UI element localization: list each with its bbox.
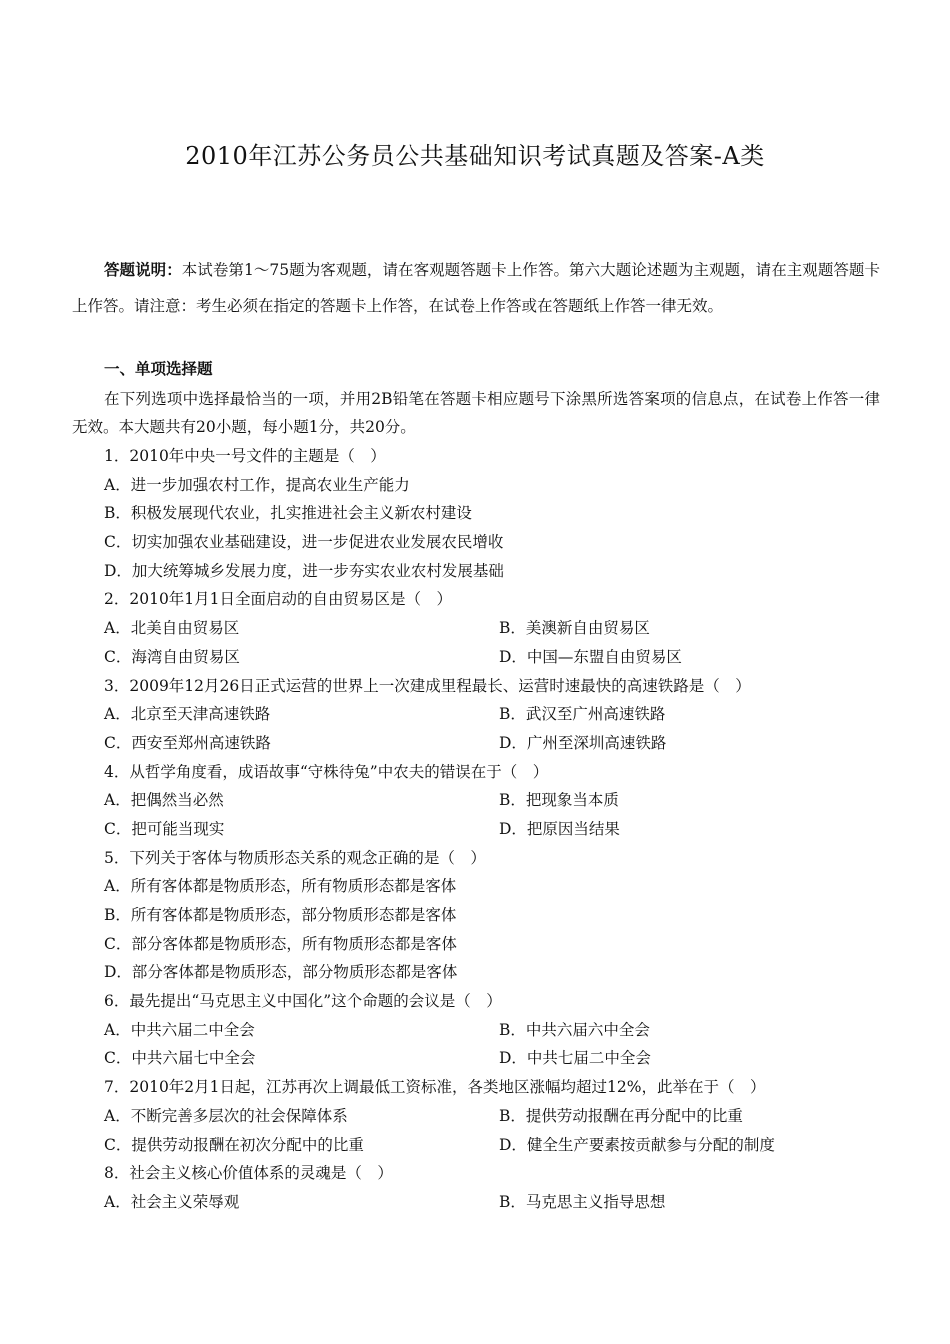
question-2-option-b: B．美澳新自由贸易区 (499, 619, 650, 638)
question-7-stem: 7．2010年2月1日起，江苏再次上调最低工资标准，各类地区涨幅均超过12%，此举在于（ ） (104, 1078, 766, 1097)
question-2-option-c: C．海湾自由贸易区 (104, 647, 240, 666)
question-4-options-cd (104, 815, 880, 844)
page-title: 2010年江苏公务员公共基础知识考试真题及答案-A类 (185, 142, 765, 170)
question-5-option-a: A．所有客体都是物质形态，所有物质形态都是客体 (104, 877, 457, 896)
question-list (104, 442, 880, 1217)
question-2-options-ab (104, 614, 880, 643)
question-5-stem: 5．下列关于客体与物质形态关系的观念正确的是（ ） (104, 848, 486, 867)
question-3-options-cd (104, 729, 880, 758)
question-7-option-d: D．健全生产要素按贡献参与分配的制度 (499, 1135, 775, 1154)
question-4-stem: 4．从哲学角度看，成语故事“守株待兔”中农夫的错误在于（ ） (104, 762, 549, 781)
question-4-option-b: B．把现象当本质 (499, 791, 619, 810)
question-2-options-cd (104, 643, 880, 672)
question-6-option-c: C．中共六届七中全会 (104, 1049, 256, 1068)
question-1-stem: 1．2010年中央一号文件的主题是（ ） (104, 447, 386, 465)
question-2-option-d: D．中国—东盟自由贸易区 (499, 647, 682, 666)
question-7-option-b: B．提供劳动报酬在再分配中的比重 (499, 1106, 743, 1125)
question-8-options-ab (104, 1188, 880, 1217)
question-5-option-d: D．部分客体都是物质形态，部分物质形态都是客体 (104, 963, 458, 982)
instructions-text: 本试卷第1～75题为客观题，请在客观题答题卡上作答。第六大题论述题为主观题，请在主观题答题卡上作答。请注意：考生必须在指定的答题卡上作答，在试卷上作答或在答题纸上作答一律无效。 (72, 261, 880, 315)
answer-instructions (72, 252, 880, 324)
question-1-option-b: B．积极发展现代农业，扎实推进社会主义新农村建设 (104, 504, 472, 523)
question-5-option-b: B．所有客体都是物质形态，部分物质形态都是客体 (104, 906, 457, 924)
section-intro: 在下列选项中选择最恰当的一项，并用2B铅笔在答题卡相应题号下涂黑所选答案项的信息点，在试卷上作答一律无效。本大题共有20小题，每小题1分，共20分。 (72, 390, 880, 436)
question-8-option-b: B．马克思主义指导思想 (499, 1192, 666, 1211)
question-4-option-a: A．把偶然当必然 (104, 791, 224, 810)
question-3-option-d: D．广州至深圳高速铁路 (499, 733, 667, 752)
question-6-option-d: D．中共七届二中全会 (499, 1049, 651, 1068)
question-7-options-cd (104, 1131, 880, 1160)
question-6-option-b: B．中共六届六中全会 (499, 1020, 650, 1039)
question-3-option-b: B．武汉至广州高速铁路 (499, 705, 666, 724)
question-6-option-a: A．中共六届二中全会 (104, 1020, 255, 1039)
question-2-stem: 2．2010年1月1日全面启动的自由贸易区是（ ） (104, 590, 453, 609)
question-1-option-d: D．加大统筹城乡发展力度，进一步夯实农业农村发展基础 (104, 561, 504, 580)
question-8-option-a: A．社会主义荣辱观 (104, 1192, 240, 1211)
question-3-option-a: A．北京至天津高速铁路 (104, 705, 271, 724)
section-heading: 一、单项选择题 (104, 359, 213, 378)
question-8-stem: 8．社会主义核心价值体系的灵魂是（ ） (104, 1164, 393, 1183)
question-6-options-ab (104, 1016, 880, 1045)
question-5-option-c: C．部分客体都是物质形态，所有物质形态都是客体 (104, 934, 457, 953)
question-6-options-cd (104, 1044, 880, 1073)
question-3-stem: 3．2009年12月26日正式运营的世界上一次建成里程最长、运营时速最快的高速铁路是（ ） (104, 676, 751, 695)
question-2-option-a: A．北美自由贸易区 (104, 619, 240, 638)
question-4-option-c: C．把可能当现实 (104, 819, 225, 838)
question-4-options-ab (104, 786, 880, 815)
question-1-option-a: A．进一步加强农村工作，提高农业生产能力 (104, 475, 410, 494)
question-1-option-c: C．切实加强农业基础建设，进一步促进农业发展农民增收 (104, 533, 504, 552)
question-7-option-c: C．提供劳动报酬在初次分配中的比重 (104, 1135, 364, 1154)
question-3-options-ab (104, 700, 880, 729)
question-7-options-ab (104, 1102, 880, 1131)
question-7-option-a: A．不断完善多层次的社会保障体系 (104, 1106, 348, 1125)
question-3-option-c: C．西安至郑州高速铁路 (104, 733, 271, 752)
question-4-option-d: D．把原因当结果 (499, 819, 620, 838)
question-6-stem: 6．最先提出“马克思主义中国化”这个命题的会议是（ ） (104, 992, 502, 1011)
instructions-lead: 答题说明： (104, 260, 182, 279)
